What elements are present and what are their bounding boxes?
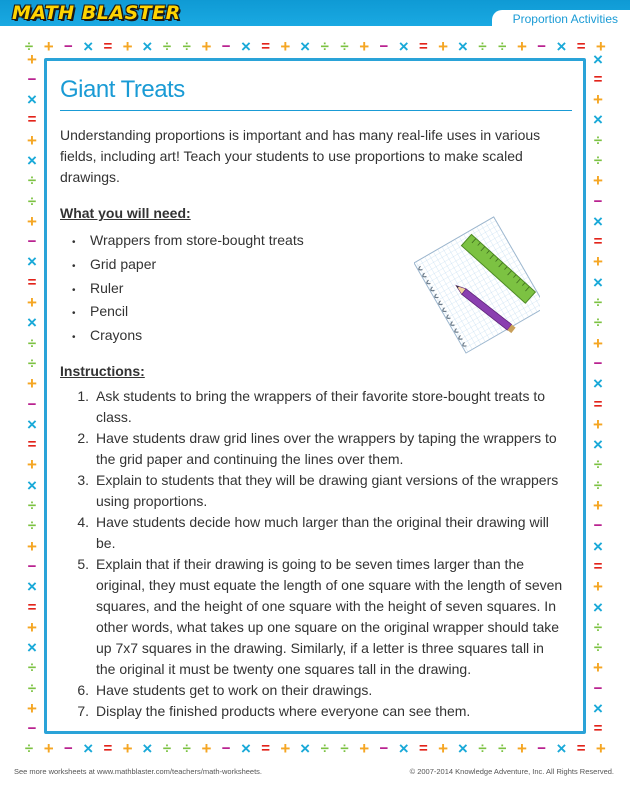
plus-icon: + (122, 738, 133, 758)
divide-icon: ÷ (593, 639, 603, 657)
border-left (24, 49, 40, 738)
plus-icon: + (359, 36, 370, 56)
list-item (60, 386, 575, 428)
times-icon: × (27, 313, 37, 333)
equals-icon: = (27, 111, 37, 129)
step-text: Have students get to work on their drawings. (96, 681, 373, 698)
divide-icon: ÷ (24, 739, 34, 757)
step-number: 1. (77, 387, 89, 404)
divide-icon: ÷ (27, 517, 37, 535)
times-icon: × (556, 738, 567, 758)
plus-icon: + (517, 36, 527, 56)
times-icon: × (240, 36, 251, 56)
divide-icon: ÷ (27, 659, 37, 677)
divide-icon: ÷ (27, 679, 37, 697)
plus-icon: + (201, 36, 212, 56)
step-number: 3. (77, 471, 89, 488)
times-icon: × (593, 435, 603, 455)
plus-icon: + (27, 536, 37, 556)
needs-item-label: Pencil (90, 303, 129, 320)
list-item: • Pencil (72, 303, 129, 320)
divide-icon: ÷ (593, 456, 603, 474)
needs-item-label: Wrappers from store-bought treats (90, 232, 304, 248)
list-item: • Ruler (72, 279, 124, 296)
plus-icon: + (43, 738, 54, 758)
times-icon: × (83, 36, 94, 56)
plus-icon: + (593, 496, 603, 516)
plus-icon: + (593, 90, 603, 110)
divide-icon: ÷ (27, 334, 37, 352)
times-icon: × (593, 374, 603, 394)
plus-icon: + (27, 699, 37, 718)
equals-icon: = (593, 70, 603, 88)
minus-icon: − (64, 37, 73, 55)
category-label: Proportion Activities (512, 12, 618, 26)
plus-icon: + (201, 738, 212, 758)
times-icon: × (27, 414, 37, 434)
divide-icon: ÷ (593, 131, 603, 149)
intro-paragraph: Understanding proportions is important and has many real-life uses in various fields, including art! Teach your students to use proportions to make scaled drawings. (60, 127, 541, 185)
times-icon: × (240, 738, 251, 758)
list-item (60, 701, 575, 722)
times-icon: × (556, 36, 567, 56)
equals-icon: = (418, 37, 428, 55)
times-icon: × (457, 36, 468, 56)
math-blaster-logo[interactable]: MATH BLASTER (12, 2, 181, 24)
divide-icon: ÷ (593, 314, 603, 332)
list-item (60, 680, 575, 701)
minus-icon: − (27, 395, 37, 413)
step-text: Have students draw grid lines over the wrappers by taping the wrappers to the grid paper and continuing the lines over them. (96, 429, 557, 467)
times-icon: × (83, 738, 94, 758)
plus-icon: + (27, 49, 37, 69)
times-icon: × (593, 536, 603, 556)
plus-icon: + (593, 414, 603, 434)
divide-icon: ÷ (162, 739, 172, 757)
minus-icon: − (593, 354, 603, 372)
plus-icon: + (43, 36, 54, 56)
times-icon: × (142, 738, 153, 758)
plus-icon: + (593, 333, 603, 353)
minus-icon: − (593, 517, 603, 535)
divide-icon: ÷ (593, 476, 603, 494)
plus-icon: + (280, 36, 291, 56)
equals-icon: = (103, 37, 113, 55)
list-item: • Crayons (72, 327, 143, 344)
plus-icon: + (438, 738, 449, 758)
divide-icon: ÷ (478, 739, 487, 757)
divide-icon: ÷ (320, 739, 329, 757)
step-text: Explain to students that they will be drawing giant versions of the wrappers using proportions. (96, 471, 559, 509)
step-number: 7. (77, 702, 89, 719)
times-icon: × (398, 36, 409, 56)
minus-icon: − (593, 679, 603, 697)
step-number: 6. (77, 681, 89, 698)
list-item (60, 428, 575, 470)
divide-icon: ÷ (24, 37, 34, 55)
equals-icon: = (27, 598, 37, 616)
list-item (60, 554, 575, 680)
plus-icon: + (593, 577, 603, 597)
worksheet-content (60, 76, 575, 722)
needs-item-label: Grid paper (90, 255, 157, 272)
minus-icon: − (537, 739, 547, 757)
divide-icon: ÷ (498, 37, 507, 55)
times-icon: × (300, 738, 311, 758)
plus-icon: + (359, 738, 370, 758)
needs-item-label: Crayons (90, 327, 143, 344)
times-icon: × (593, 597, 603, 617)
minus-icon: − (221, 739, 231, 757)
step-text: Have students decide how much larger than the original their drawing will be. (96, 513, 549, 551)
footer-copyright: © 2007-2014 Knowledge Adventure, Inc. All Rights Reserved. (409, 767, 614, 776)
minus-icon: − (379, 37, 389, 55)
equals-icon: = (261, 37, 270, 55)
minus-icon: − (27, 557, 37, 575)
divide-icon: ÷ (182, 37, 191, 55)
plus-icon: + (122, 36, 133, 56)
divide-icon: ÷ (593, 151, 603, 169)
equals-icon: = (27, 436, 37, 454)
divide-icon: ÷ (320, 37, 329, 55)
minus-icon: − (64, 739, 73, 757)
divide-icon: ÷ (162, 37, 172, 55)
times-icon: × (27, 638, 37, 658)
divide-icon: ÷ (498, 739, 507, 757)
step-number: 5. (77, 555, 89, 572)
plus-icon: + (27, 293, 37, 313)
step-text: Ask students to bring the wrappers of their favorite store-bought treats to class. (96, 387, 546, 425)
instructions-list (60, 386, 575, 722)
plus-icon: + (438, 36, 449, 56)
border-right (590, 49, 606, 738)
equals-icon: = (576, 37, 586, 55)
plus-icon: + (517, 738, 527, 758)
plus-icon: + (593, 171, 603, 191)
minus-icon: − (27, 720, 37, 738)
plus-icon: + (593, 252, 603, 272)
worksheet-title: Giant Treats (60, 76, 185, 103)
divide-icon: ÷ (27, 172, 37, 190)
instructions-heading: Instructions: (60, 362, 145, 379)
equals-icon: = (593, 720, 603, 738)
equals-icon: = (261, 739, 270, 757)
equals-icon: = (418, 739, 428, 757)
times-icon: × (300, 36, 311, 56)
step-number: 2. (77, 429, 89, 446)
times-icon: × (142, 36, 153, 56)
plus-icon: + (27, 374, 37, 394)
minus-icon: − (221, 37, 231, 55)
needs-heading: What you will need: (60, 205, 191, 221)
times-icon: × (27, 150, 37, 170)
equals-icon: = (593, 557, 603, 575)
divide-icon: ÷ (593, 294, 603, 312)
divide-icon: ÷ (27, 497, 37, 515)
equals-icon: = (103, 739, 113, 757)
times-icon: × (593, 110, 603, 130)
times-icon: × (27, 90, 37, 110)
needs-item-label: Ruler (90, 279, 124, 296)
times-icon: × (457, 738, 468, 758)
divide-icon: ÷ (27, 192, 37, 210)
times-icon: × (27, 577, 37, 597)
notebook-ruler-pencil-illustration (414, 208, 540, 356)
minus-icon: − (379, 739, 389, 757)
plus-icon: + (27, 455, 37, 475)
plus-icon: + (280, 738, 291, 758)
times-icon: × (593, 211, 603, 231)
plus-icon: + (595, 738, 606, 758)
equals-icon: = (593, 233, 603, 251)
list-item (60, 512, 575, 554)
plus-icon: + (27, 617, 37, 637)
equals-icon: = (576, 739, 586, 757)
times-icon: × (593, 49, 603, 69)
times-icon: × (398, 738, 409, 758)
plus-icon: + (27, 211, 37, 231)
times-icon: × (27, 252, 37, 272)
step-text: Display the finished products where everyone can see them. (96, 702, 471, 719)
plus-icon: + (595, 36, 606, 56)
step-text: Explain that if their drawing is going to be seven times larger than the original, they must equate the length of one square with the length of seven squares, and the height of one square with the height of seven squares. In other words, what takes up one square on the original wrapper should take up 7x7 squares in the drawing. Similarly, if a letter is three squares tall in the original it must be twenty one squares tall in the drawing. (96, 555, 563, 677)
step-number: 4. (77, 513, 89, 530)
list-item: • Wrappers from store-bought treats (72, 232, 304, 248)
times-icon: × (593, 699, 603, 718)
times-icon: × (27, 475, 37, 495)
footer-website-link[interactable]: See more worksheets at www.mathblaster.com/teachers/math-worksheets. (14, 767, 263, 776)
times-icon: × (593, 272, 603, 292)
plus-icon: + (27, 130, 37, 150)
minus-icon: − (593, 192, 603, 210)
divide-icon: ÷ (340, 37, 349, 55)
divide-icon: ÷ (27, 354, 37, 372)
equals-icon: = (27, 273, 37, 291)
minus-icon: − (27, 70, 37, 88)
plus-icon: + (593, 658, 603, 678)
divide-icon: ÷ (478, 37, 487, 55)
minus-icon: − (27, 233, 37, 251)
border-top (22, 38, 608, 54)
divide-icon: ÷ (182, 739, 191, 757)
divide-icon: ÷ (340, 739, 349, 757)
list-item (60, 470, 575, 512)
minus-icon: − (537, 37, 547, 55)
title-divider (60, 110, 572, 111)
equals-icon: = (593, 395, 603, 413)
list-item: • Grid paper (72, 255, 157, 272)
divide-icon: ÷ (593, 618, 603, 636)
border-bottom (22, 740, 608, 756)
